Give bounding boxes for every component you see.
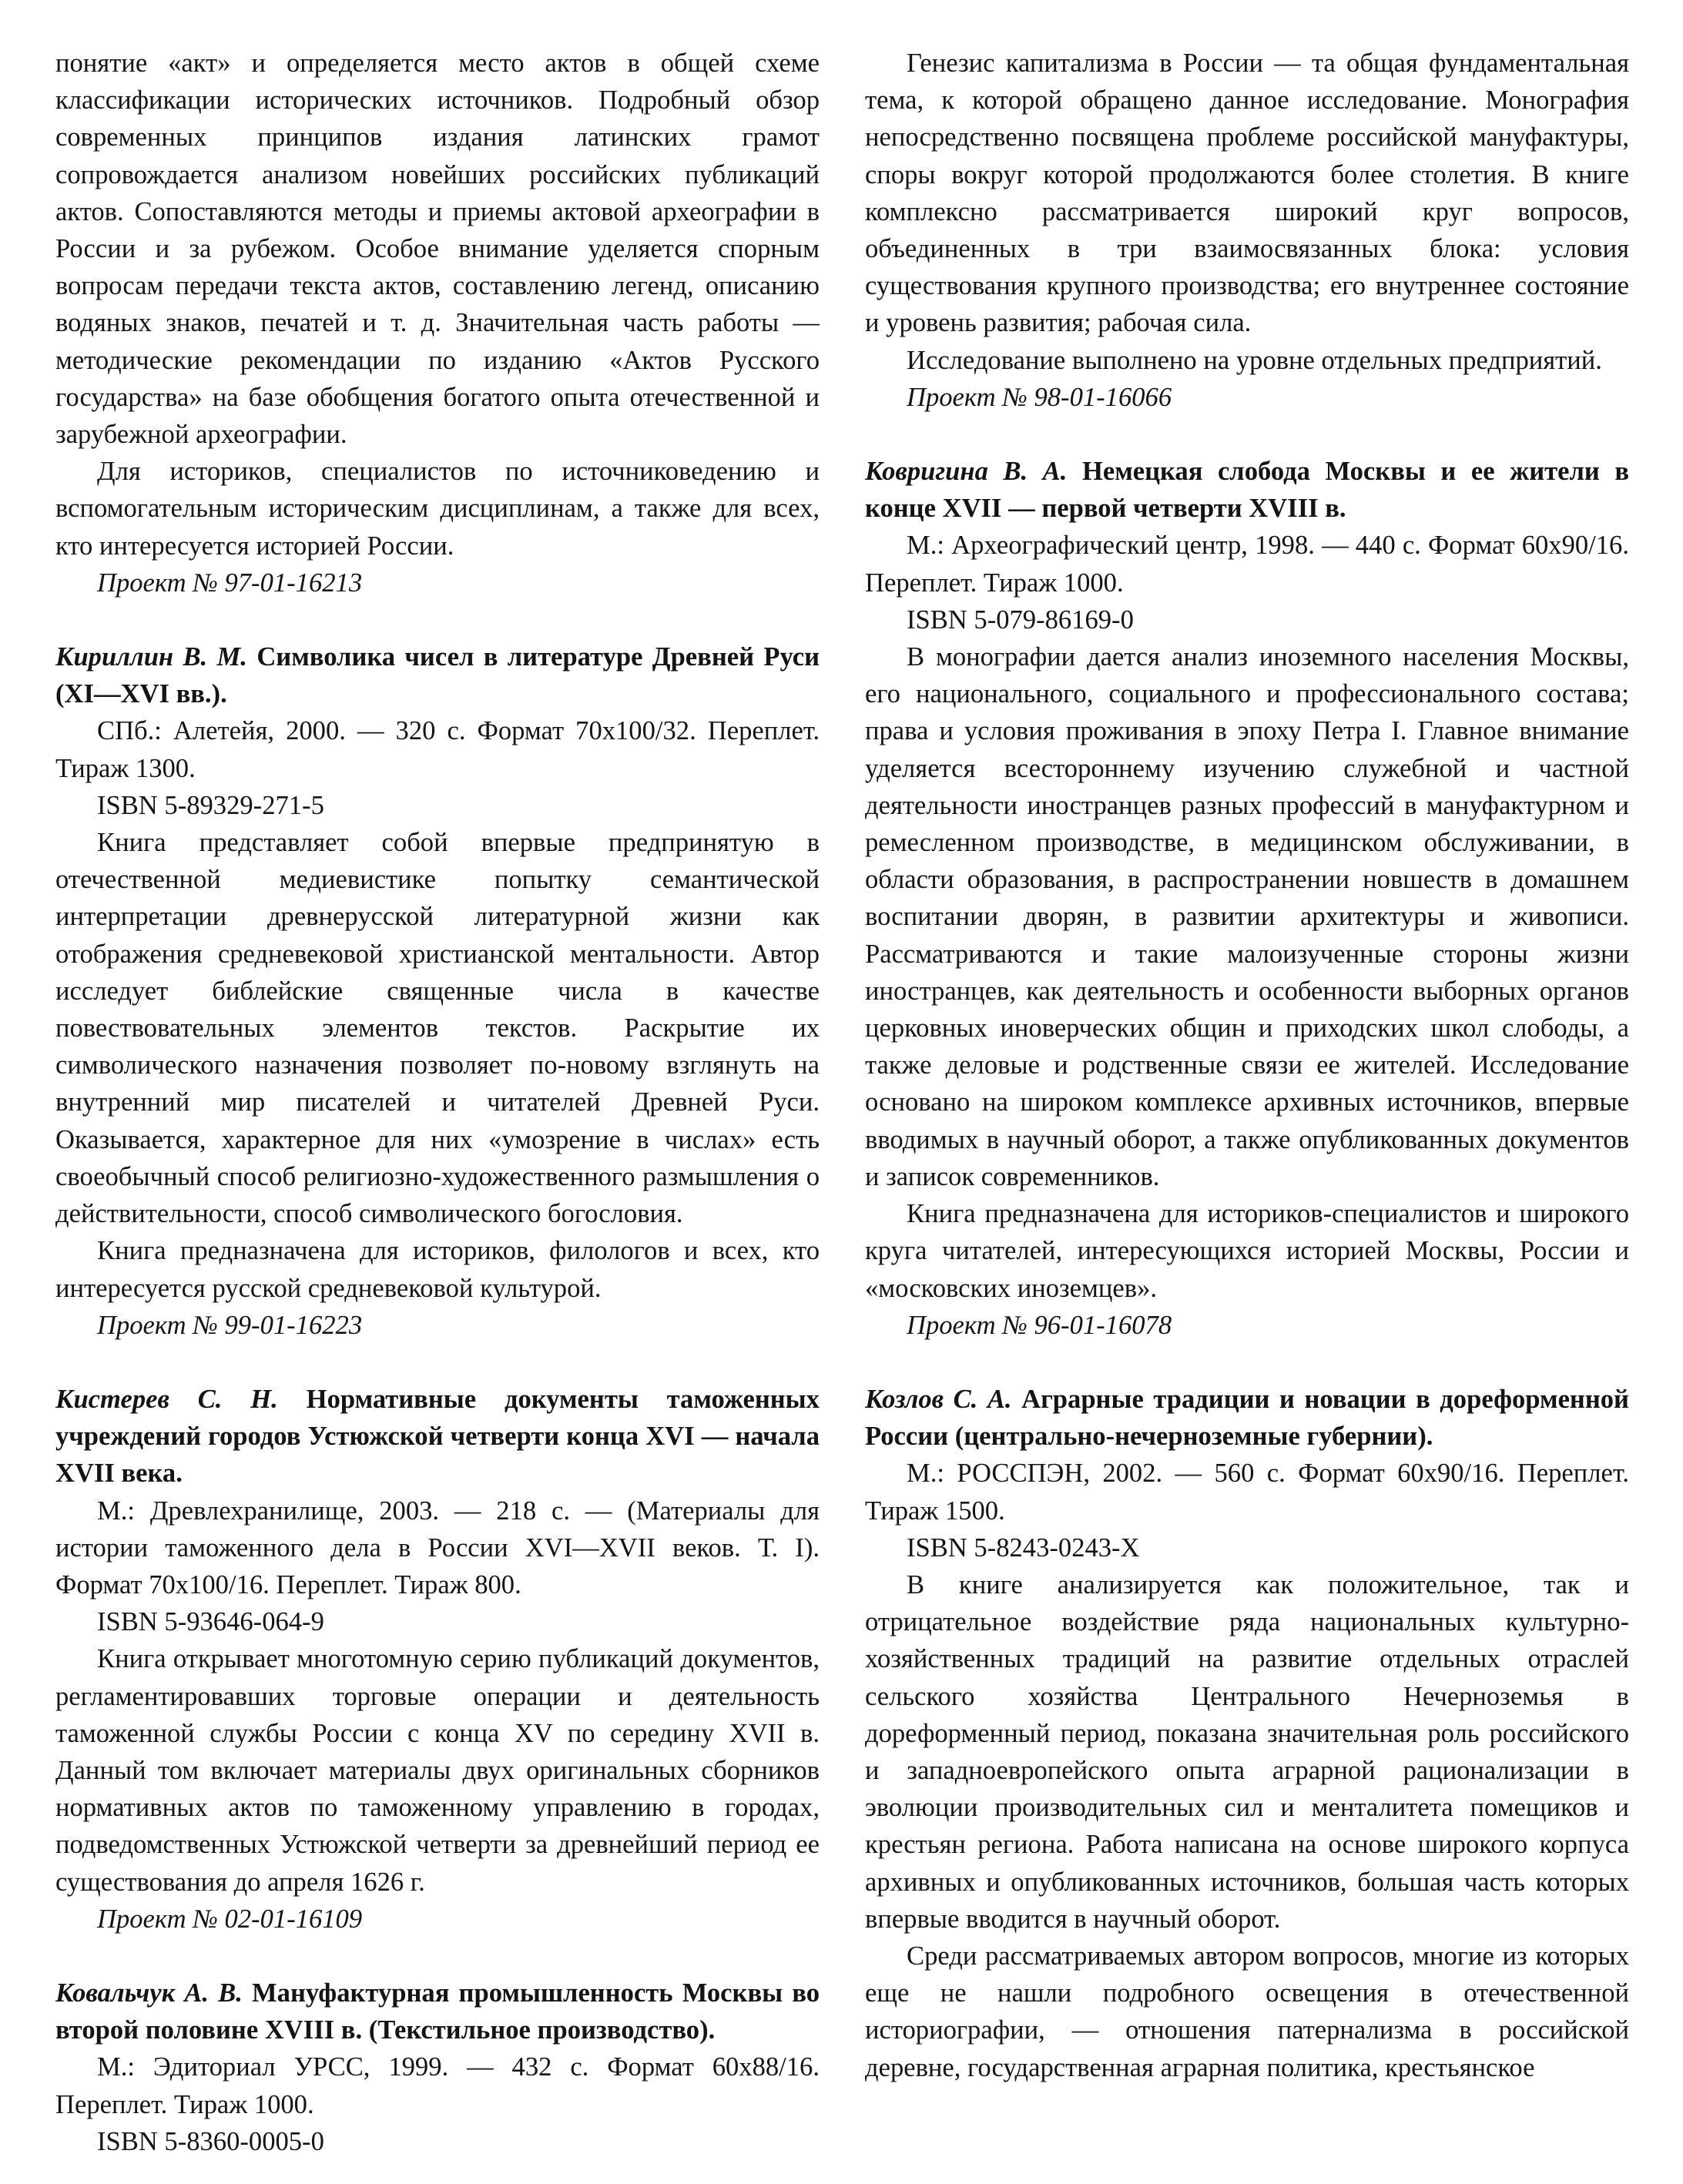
- entry-isbn: ISBN 5-89329-271-5: [97, 790, 324, 820]
- entry-title: Аграрные традиции и новации в дореформенной России (центрально-нечерноземные губернии).: [865, 1384, 1629, 1452]
- continued-project: Проект № 98-01-16066: [907, 382, 1172, 412]
- entry-publication: М.: Археографический центр, 1998. — 440 с. Формат 60х90/16. Переплет. Тираж 1000.: [865, 531, 1629, 598]
- continued-paragraph-2: Исследование выполнено на уровне отдельных предприятий.: [907, 345, 1602, 375]
- entry-isbn: ISBN 5-93646-064-9: [97, 1607, 324, 1637]
- entry-heading: [865, 453, 1629, 527]
- entry-kisterev: [55, 1381, 820, 1938]
- entry-paragraph: Книга открывает многотомную серию публикаций документов, регламентировавших торговые операции и деятельность таможенной службы России с конца XV по середину XVII в. Данный том включает материалы двух оригинальных сборников нормативных актов по таможенному управлению в городах, подведомственных Устюжской четверти за древнейший период ее существования до апреля 1626 г.: [55, 1644, 820, 1897]
- entry-author: Кистерев С. Н.: [55, 1384, 278, 1414]
- entry-title: Нормативные документы таможенных учреждений городов Устюжской четверти конца XVI — начала XVII века.: [55, 1384, 820, 1489]
- entry-paragraph: В книге анализируется как положительное, так и отрицательное воздействие ряда национальных культурно-хозяйственных традиций на развитие отдельных отраслей сельского хозяйства Центрального Нечерноземья в дореформенный период, показана значительная роль российского и западноевропейского опыта аграрной рационализации в эволюции производительных сил и менталитета помещиков и крестьян региона. Работа написана на основе широкого корпуса архивных и опубликованных источников, большая часть которых впервые вводится в научный оборот.: [865, 1569, 1629, 1934]
- entry-title: Немецкая слобода Москвы и ее жители в конце XVII — первой четверти XVIII в.: [865, 457, 1630, 524]
- entry-isbn: ISBN 5-8360-0005-0: [97, 2126, 324, 2156]
- entry-paragraph: Среди рассматриваемых автором вопросов, многие из которых еще не нашли подробного освещения в отечественной историографии, — отношения патернализма в российской деревне, государственная аграрная политика, крестьянское: [865, 1941, 1629, 2082]
- entry-isbn: ISBN 5-8243-0243-X: [907, 1532, 1140, 1563]
- entry-paragraph: Книга представляет собой впервые предпринятую в отечественной медиевистике попытку семантической интерпретации древнерусской литературной жизни как отображения средневековой христианской ментальности. Автор исследует библейские священные числа в качестве повествовательных элементов текстов. Раскрытие их символического назначения позволяет по-новому взглянуть на внутренний мир писателей и читателей Древней Руси. Оказывается, характерное для них «умозрение в числах» есть своеобычный способ религиозно-художественного размышления о действительности, способ символического богословия.: [55, 828, 820, 1229]
- entry-kozlov: [865, 1381, 1629, 2086]
- continued-paragraph-1: Генезис капитализма в России — та общая фундаментальная тема, к которой обращено данное исследование. Монография непосредственно посвящена проблеме российской мануфактуры, споры вокруг которой продолжаются более столетия. В книге комплексно рассматривается широкий круг вопросов, объединенных в три взаимосвязанных блока: условия существования крупного производства; его внутреннее состояние и уровень развития; рабочая сила.: [865, 49, 1629, 338]
- intro-paragraph-1: понятие «акт» и определяется место актов в общей схеме классификации исторических источников. Подробный обзор современных принципов издания латинских грамот сопровождается анализом новейших российских публикаций актов. Сопоставляются методы и приемы актовой археографии в России и за рубежом. Особое внимание уделяется спорным вопросам передачи текста актов, составлению легенд, описанию водяных знаков, печатей и т. д. Значительная часть работы — методические рекомендации по изданию «Актов Русского государства» на базе обобщения богатого опыта отечественной и зарубежной археографии.: [55, 49, 820, 450]
- entry-kovalchuk: [55, 1975, 820, 2160]
- entry-kovrigina: [865, 453, 1629, 1344]
- entry-title: Символика чисел в литературе Древней Руси (XI—XVI вв.).: [55, 642, 820, 709]
- entry-publication: М.: Эдиториал УРСС, 1999. — 432 с. Формат 60х88/16. Переплет. Тираж 1000.: [55, 2052, 820, 2119]
- entry-heading: [55, 638, 820, 712]
- entry-author: Кириллин В. М.: [55, 642, 247, 672]
- entry-author: Ковригина В. А.: [865, 457, 1068, 487]
- entry-project: Проект № 99-01-16223: [97, 1310, 363, 1340]
- right-column: [865, 45, 1629, 2184]
- entry-project: Проект № 02-01-16109: [97, 1904, 363, 1934]
- intro-paragraph-2: Для историков, специалистов по источниковедению и вспомогательным историческим дисциплинам, а также для всех, кто интересуется историей России.: [55, 457, 820, 561]
- entry-title: Мануфактурная промышленность Москвы во второй половине XVIII в. (Текстильное производство).: [55, 1978, 820, 2045]
- entry-paragraph: Книга предназначена для историков-специалистов и широкого круга читателей, интересующихся историей Москвы, России и «московских иноземцев».: [865, 1199, 1629, 1303]
- entry-isbn: ISBN 5-079-86169-0: [907, 605, 1134, 635]
- entry-author: Ковальчук А. В.: [55, 1978, 243, 2008]
- intro-project: Проект № 97-01-16213: [97, 568, 363, 598]
- entry-paragraph: В монографии дается анализ иноземного населения Москвы, его национального, социального и профессионального состава; права и условия проживания в эпоху Петра I. Главное внимание уделяется всестороннему изучению служебной и частной деятельности иностранцев разных профессий в мануфактурном и ремесленном производстве, в медицинском обслуживании, в области образования, в распространении новшеств в домашнем воспитании дворян, в развитии архитектуры и живописи. Рассматриваются и такие малоизученные стороны жизни иностранцев, как деятельность и особенности выборных органов церковных иноверческих общин и приходских школ слободы, а также деловые и родственные связи ее жителей. Исследование основано на широком комплексе архивных источников, впервые вводимых в научный оборот, а также опубликованных документов и записок современников.: [865, 642, 1629, 1191]
- entry-heading: [55, 1381, 820, 1492]
- entry-paragraph: Книга предназначена для историков, филологов и всех, кто интересуется русской средневековой культурой.: [55, 1236, 820, 1303]
- entry-publication: М.: РОССПЭН, 2002. — 560 с. Формат 60х90/16. Переплет. Тираж 1500.: [865, 1459, 1629, 1526]
- left-column: [55, 45, 820, 2184]
- entry-heading: [865, 1381, 1629, 1455]
- entry-author: Козлов С. А.: [865, 1384, 1012, 1414]
- entry-project: Проект № 96-01-16078: [907, 1310, 1172, 1340]
- entry-kirillin: [55, 638, 820, 1344]
- entry-publication: М.: Древлехранилище, 2003. — 218 с. — (Материалы для истории таможенного дела в России XVI—XVII веков. Т. I). Формат 70х100/16. Переплет. Тираж 800.: [55, 1496, 820, 1599]
- entry-heading: [55, 1975, 820, 2048]
- entry-publication: СПб.: Алетейя, 2000. — 320 с. Формат 70х100/32. Переплет. Тираж 1300.: [55, 716, 820, 783]
